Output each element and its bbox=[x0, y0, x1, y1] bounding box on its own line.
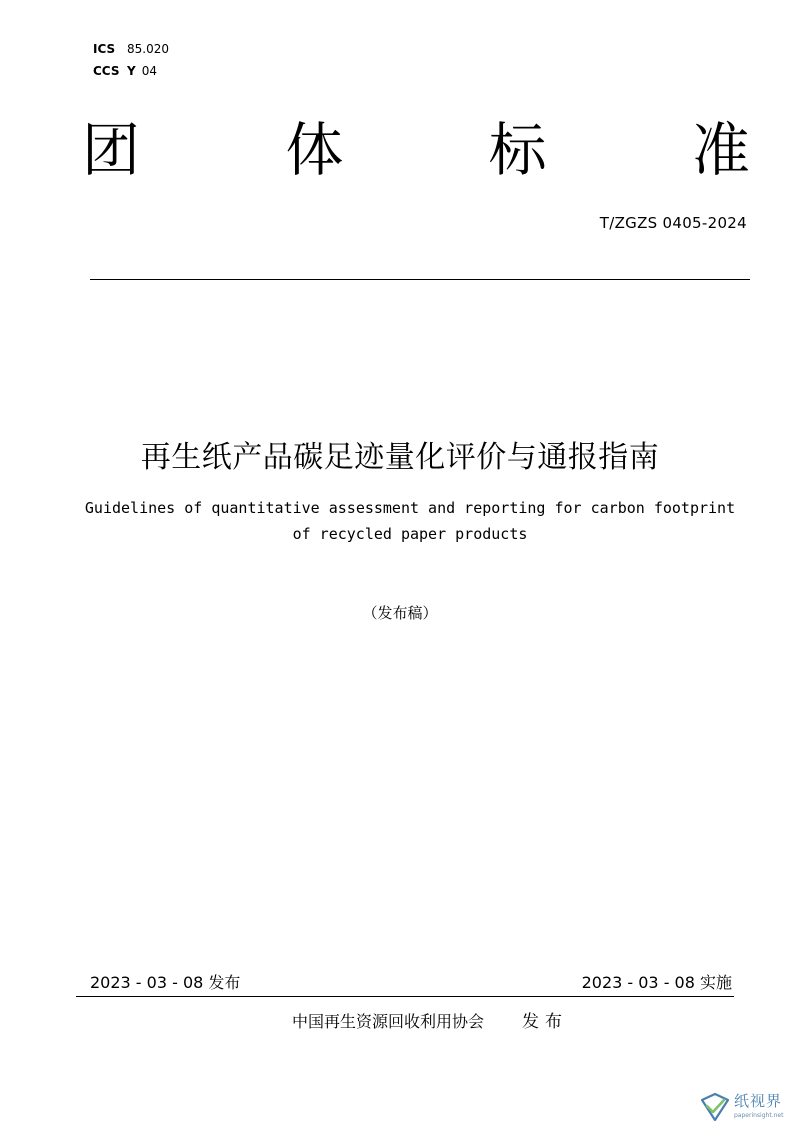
title-char-3: 标 bbox=[488, 116, 547, 184]
english-title-line-1: Guidelines of quantitative assessment and reporting for carbon footprint bbox=[84, 499, 736, 517]
classification-codes bbox=[93, 38, 169, 82]
publisher-issue: 发布 bbox=[522, 1012, 569, 1032]
chinese-title: 再生纸产品碳足迹量化评价与通报指南 bbox=[140, 440, 660, 475]
paperinsight-logo-icon bbox=[698, 1090, 732, 1122]
publish-date: 2023 - 03 - 08 发布 bbox=[90, 973, 241, 992]
ccs-row bbox=[93, 60, 169, 82]
ccs-letter: Y bbox=[127, 64, 136, 78]
ics-row bbox=[93, 38, 169, 60]
english-title-line-2: of recycled paper products bbox=[292, 525, 528, 543]
english-title bbox=[40, 495, 780, 547]
ics-label: ICS bbox=[93, 42, 116, 56]
top-divider bbox=[90, 279, 750, 280]
standard-number: T/ZGZS 0405-2024 bbox=[599, 214, 747, 232]
title-char-2: 体 bbox=[285, 116, 344, 184]
standard-type-title bbox=[82, 110, 750, 190]
ccs-value: 04 bbox=[141, 64, 157, 78]
ics-value: 85.020 bbox=[127, 42, 169, 56]
title-char-4: 准 bbox=[691, 116, 750, 184]
watermark-name: 纸视界 bbox=[734, 1092, 783, 1110]
bottom-divider bbox=[76, 996, 734, 997]
publisher bbox=[292, 1007, 568, 1032]
title-char-1: 团 bbox=[82, 116, 141, 184]
watermark-url: paperinsight.net bbox=[734, 1112, 784, 1119]
draft-label: （发布稿） bbox=[362, 604, 438, 622]
implement-date: 2023 - 03 - 08 实施 bbox=[581, 973, 732, 992]
watermark bbox=[698, 1088, 798, 1126]
ccs-label: CCS bbox=[93, 64, 120, 78]
publisher-name: 中国再生资源回收利用协会 bbox=[292, 1012, 485, 1031]
